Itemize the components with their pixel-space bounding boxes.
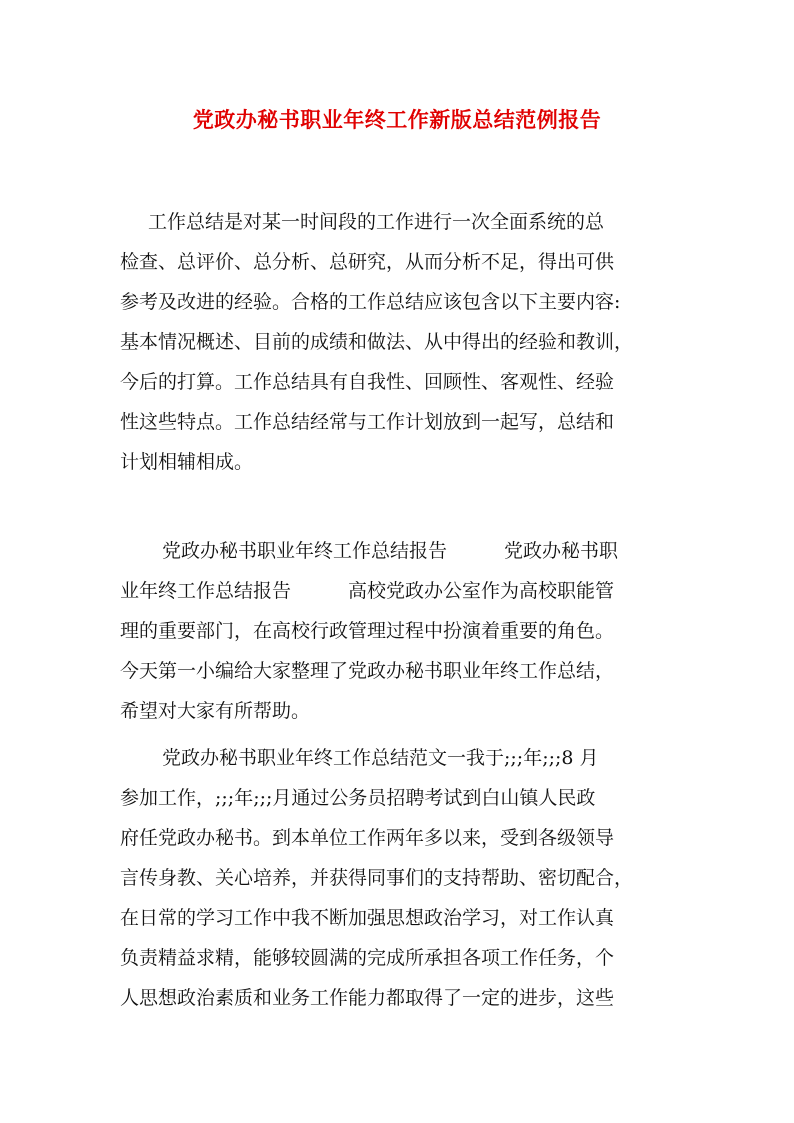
paragraph-sample-one [120, 738, 680, 1018]
text-line: 党政办秘书职业年终工作总结范文一我于;;;年;;;8 月 [162, 747, 599, 769]
text-line: 言传身教、关心培养，并获得同事们的支持帮助、密切配合， [120, 867, 634, 889]
paragraph-intro [120, 202, 680, 482]
text-line: 参考及改进的经验。合格的工作总结应该包含以下主要内容: [120, 291, 621, 313]
text-line: 工作总结是对某一时间段的工作进行一次全面系统的总 [148, 211, 605, 233]
text-line: 参加工作，;;;年;;;月通过公务员招聘考试到白山镇人民政 [120, 787, 596, 809]
paragraph-report-intro [120, 531, 680, 731]
text-line: 在日常的学习工作中我不断加强思想政治学习，对工作认真 [120, 907, 615, 929]
text-line: 性这些特点。工作总结经常与工作计划放到一起写，总结和 [120, 411, 615, 433]
text-line: 府任党政办秘书。到本单位工作两年多以来，受到各级领导 [120, 827, 615, 849]
text-line: 今天第一小编给大家整理了党政办秘书职业年终工作总结， [120, 660, 615, 682]
text-line: 计划相辅相成。 [120, 451, 254, 473]
text-line: 业年终工作总结报告 高校党政办公室作为高校职能管 [120, 580, 615, 602]
text-line: 理的重要部门，在高校行政管理过程中扮演着重要的角色。 [120, 620, 615, 642]
text-line: 希望对大家有所帮助。 [120, 700, 311, 722]
text-line: 人思想政治素质和业务工作能力都取得了一定的进步，这些 [120, 987, 615, 1009]
text-line: 检查、总评价、总分析、总研究，从而分析不足，得出可供 [120, 251, 615, 273]
text-line: 负责精益求精，能够较圆满的完成所承担各项工作任务，个 [120, 947, 615, 969]
document-title: 党政办秘书职业年终工作新版总结范例报告 [192, 107, 602, 132]
text-line: 今后的打算。工作总结具有自我性、回顾性、客观性、经验 [120, 371, 615, 393]
text-line: 基本情况概述、目前的成绩和做法、从中得出的经验和教训， [120, 331, 634, 353]
text-line: 党政办秘书职业年终工作总结报告 党政办秘书职 [162, 540, 619, 562]
